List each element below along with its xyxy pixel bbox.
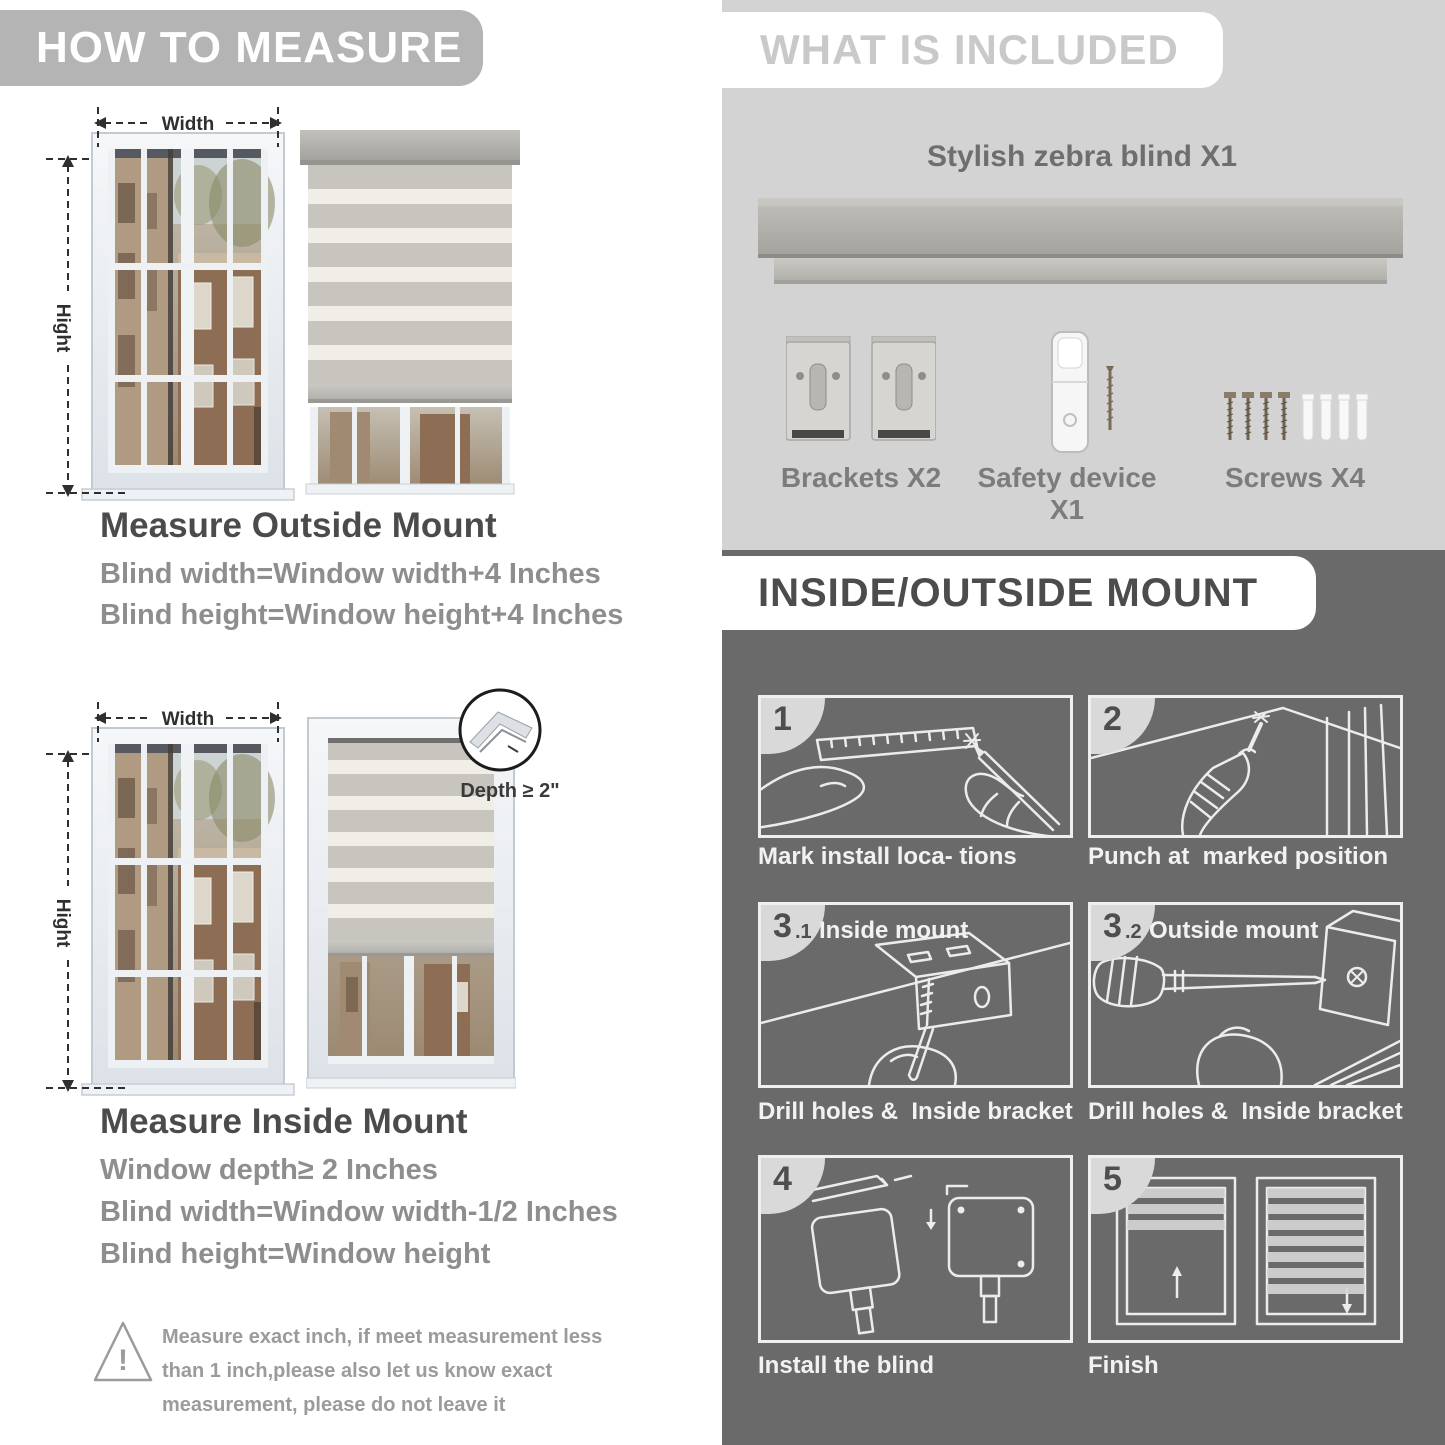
outside-mount-title: Measure Outside Mount	[100, 506, 497, 545]
blind-item-label: Stylish zebra blind X1	[926, 140, 1238, 173]
step-badge: 2	[1091, 698, 1155, 754]
step-badge: 4	[761, 1158, 825, 1214]
inside-mount-window-illustration	[30, 698, 295, 1098]
outside-mount-blind-illustration	[300, 122, 520, 497]
step-panel-2	[1088, 695, 1403, 838]
warning-triangle-icon	[92, 1318, 154, 1386]
inside-mount-title: Measure Inside Mount	[100, 1102, 468, 1141]
inside-outside-mount-banner: INSIDE/OUTSIDE MOUNT	[722, 556, 1316, 630]
outside-mount-window-illustration	[30, 103, 295, 503]
step-caption-4: Install the blind	[758, 1352, 935, 1379]
how-to-measure-banner: HOW TO MEASURE	[0, 10, 483, 86]
warning-exclamation: !	[118, 1344, 128, 1377]
safety-device-label: Safety device X1	[977, 462, 1157, 525]
outside-width-formula: Blind width=Window width+4 Inches	[100, 558, 601, 590]
step-caption-2: Punch at marked position	[1088, 843, 1389, 870]
step-caption-5: Finish	[1088, 1352, 1159, 1379]
height-label: Hight	[52, 303, 73, 353]
step-panel-5	[1088, 1155, 1403, 1343]
warning-text: Measure exact inch, if meet measurement less than 1 inch,please also let us know exact measurement, please do not leave it	[162, 1326, 603, 1416]
outside-height-formula: Blind height=Window height+4 Inches	[100, 599, 624, 631]
screws-image	[1222, 384, 1372, 444]
inside-width-formula: Blind width=Window width-1/2 Inches	[100, 1196, 618, 1228]
step-caption-3-1: Drill holes & Inside bracket	[758, 1098, 1073, 1125]
step-panel-3-1	[758, 902, 1073, 1088]
depth-magnifier-icon	[452, 684, 552, 780]
step-title: Inside mount	[819, 917, 969, 944]
step-panel-3-2	[1088, 902, 1403, 1088]
screws-label: Screws X4	[1224, 462, 1366, 493]
step-title: Outside mount	[1149, 917, 1319, 944]
brackets-image	[786, 336, 936, 448]
inside-height-formula: Blind height=Window height	[100, 1238, 491, 1270]
step-badge: 5	[1091, 1158, 1155, 1214]
brackets-label: Brackets X2	[780, 462, 942, 493]
safety-device-image	[1046, 330, 1130, 460]
what-is-included-banner: WHAT IS INCLUDED	[722, 12, 1223, 88]
step-badge: 3 .2	[1091, 905, 1155, 961]
width-label: Width	[161, 114, 215, 135]
blind-headrail-image	[758, 196, 1403, 292]
step-caption-3-2: Drill holes & Inside bracket	[1088, 1098, 1403, 1125]
step-badge: 3 .1	[761, 905, 825, 961]
step-badge: 1	[761, 698, 825, 754]
width-label: Width	[161, 709, 215, 730]
height-label: Hight	[52, 898, 73, 948]
step-panel-1	[758, 695, 1073, 838]
inside-depth-formula: Window depth≥ 2 Inches	[100, 1154, 438, 1186]
step-panel-4	[758, 1155, 1073, 1343]
step-caption-1: Mark install loca- tions	[758, 843, 1017, 870]
depth-label: Depth ≥ 2"	[460, 780, 560, 802]
